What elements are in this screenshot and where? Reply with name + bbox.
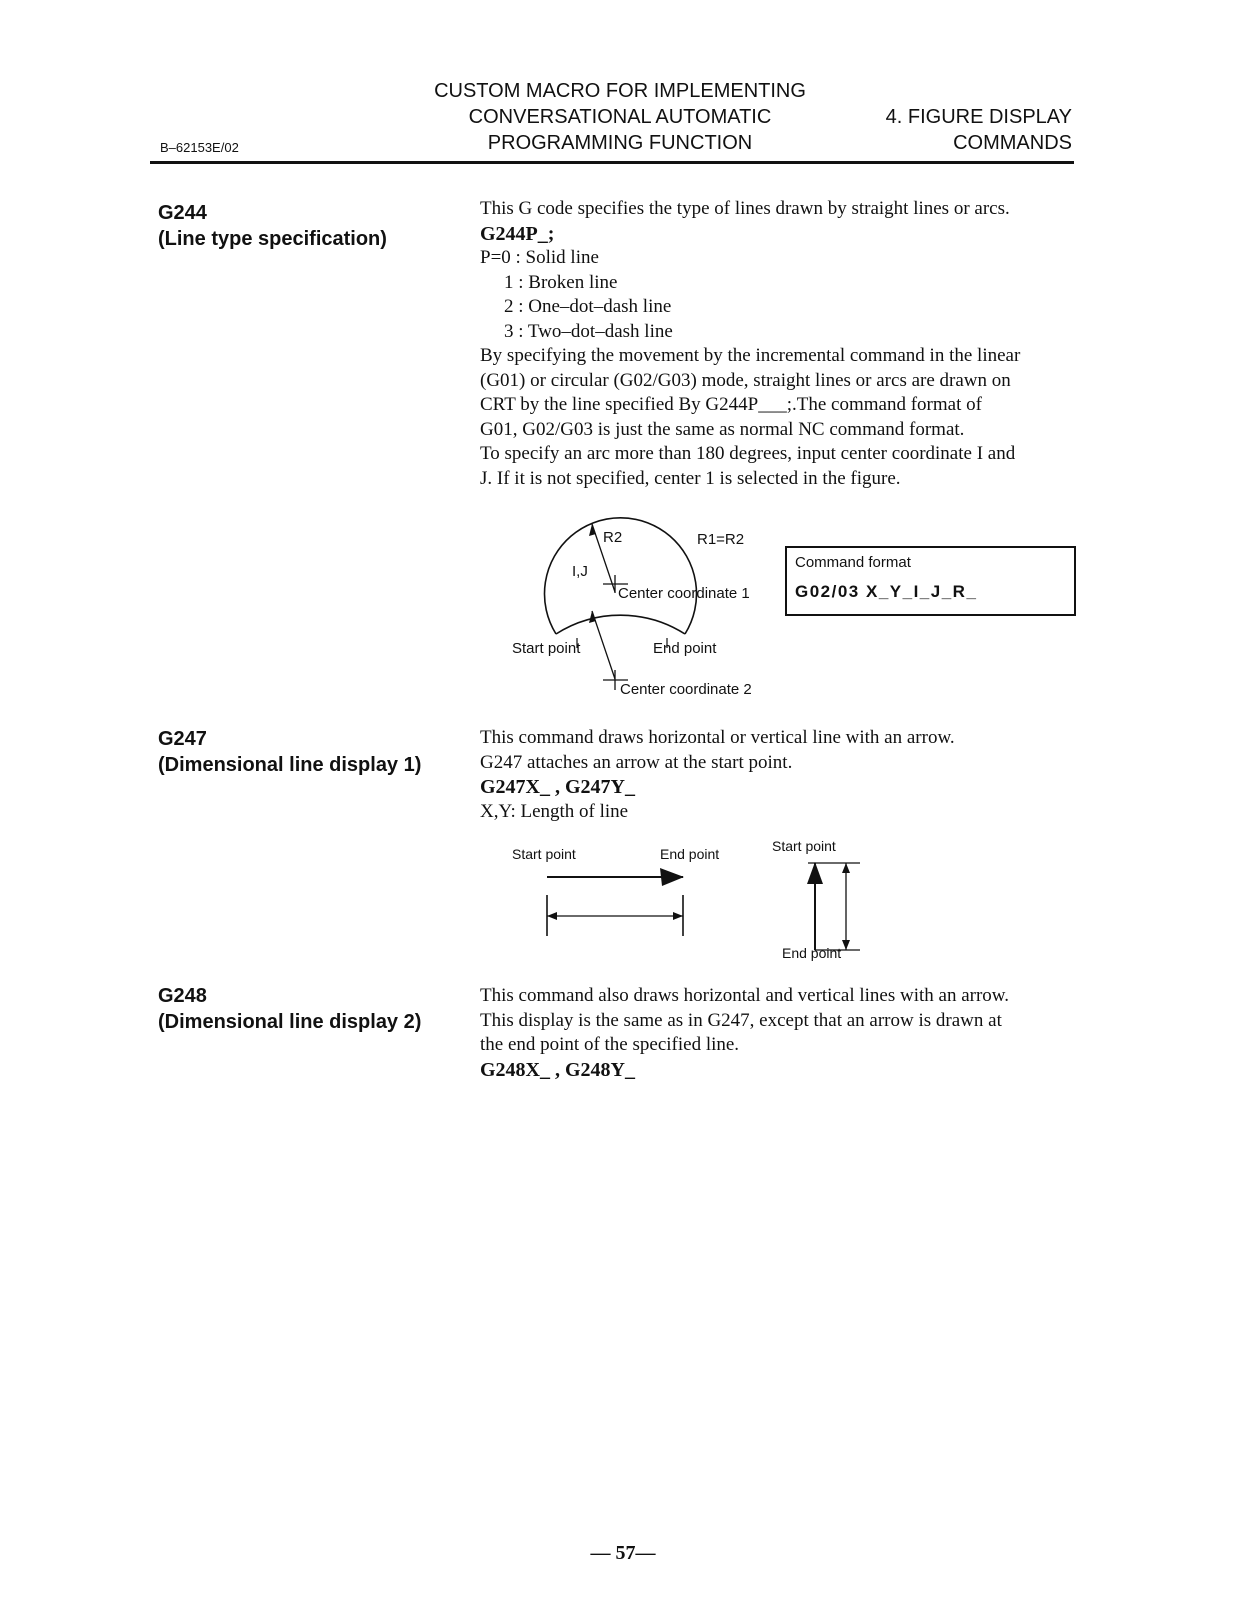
body-line: G01, G02/G03 is just the same as normal NC command format.	[480, 418, 965, 440]
body-line: 1 : Broken line	[504, 271, 618, 293]
command-format-title: Command format	[795, 554, 911, 571]
section-title: (Dimensional line display 2)	[158, 1011, 422, 1033]
label-center-coordinate-1: Center coordinate 1	[618, 585, 750, 602]
v-arrowhead	[807, 862, 823, 884]
radius-arrowhead-1	[589, 524, 596, 536]
label-start-point: Start point	[512, 640, 581, 657]
header-chapter-line: COMMANDS	[953, 132, 1072, 154]
body-line: P=0 : Solid line	[480, 247, 599, 268]
page-number: — 57—	[590, 1542, 656, 1564]
radius-arrowhead-2	[589, 611, 596, 623]
body-line: the end point of the specified line.	[480, 1034, 740, 1055]
v-dim-arrow-top	[842, 863, 850, 873]
label-r1-r2: R1=R2	[697, 531, 745, 548]
section-title: (Dimensional line display 1)	[158, 754, 422, 776]
header-chapter-line: 4. FIGURE DISPLAY	[885, 106, 1072, 128]
body-line: G247 attaches an arrow at the start point.	[480, 751, 793, 773]
label-ij: I,J	[572, 563, 588, 580]
command-format-value: G02/03 X_Y_I_J_R_	[795, 582, 978, 601]
section-body-g248	[480, 984, 1080, 1082]
command-syntax: G244P_;	[480, 222, 555, 245]
body-line: This display is the same as in G247, except that an arrow is drawn at	[480, 1009, 1002, 1031]
h-dim-arrow-right	[673, 912, 683, 920]
body-line: To specify an arc more than 180 degrees, input center coordinate I and	[480, 443, 1016, 464]
header-title-line: CUSTOM MACRO FOR IMPLEMENTING	[434, 80, 806, 102]
document-code: B–62153E/02	[160, 140, 239, 155]
v-dim-arrow-bottom	[842, 940, 850, 950]
section-body-g247	[480, 726, 1080, 824]
body-line: By specifying the movement by the incremental command in the linear	[480, 345, 1021, 366]
body-line: This G code specifies the type of lines drawn by straight lines or arcs.	[480, 198, 1010, 219]
label-v-end-point: End point	[782, 945, 842, 961]
radius-line-2	[592, 611, 615, 679]
header-title-line: PROGRAMMING FUNCTION	[487, 132, 753, 154]
h-dim-arrow-left	[547, 912, 557, 920]
section-code: G244	[158, 202, 207, 224]
command-format-box	[785, 546, 1076, 616]
section-code: G248	[158, 985, 207, 1007]
body-line: (G01) or circular (G02/G03) mode, straight lines or arcs are drawn on	[480, 369, 1011, 391]
label-r2: R2	[603, 529, 623, 546]
label-h-end-point: End point	[660, 846, 720, 862]
label-v-start-point: Start point	[772, 838, 836, 854]
label-end-point: End point	[653, 640, 717, 657]
body-line: This command draws horizontal or vertical line with an arrow.	[480, 727, 955, 748]
section-heading-g248	[158, 983, 421, 1035]
command-syntax: G247X_ , G247Y_	[480, 776, 635, 798]
section-heading-g247	[158, 726, 421, 778]
command-syntax: G248X_ , G248Y_	[480, 1058, 635, 1081]
arc-small	[556, 615, 685, 634]
header-title-line: CONVERSATIONAL AUTOMATIC	[468, 106, 772, 128]
section-title: (Line type specification)	[158, 228, 387, 250]
body-line: 2 : One–dot–dash line	[504, 296, 672, 317]
label-h-start-point: Start point	[512, 846, 576, 862]
body-line: This command also draws horizontal and vertical lines with an arrow.	[480, 985, 1010, 1006]
body-line: J. If it is not specified, center 1 is selected in the figure.	[480, 467, 901, 489]
body-line: 3 : Two–dot–dash line	[504, 320, 673, 342]
section-code: G247	[158, 728, 207, 750]
body-line: X,Y: Length of line	[480, 800, 629, 822]
body-line: CRT by the line specified By G244P___;.The command format of	[480, 394, 982, 415]
label-center-coordinate-2: Center coordinate 2	[620, 681, 752, 698]
h-arrowhead-top	[660, 868, 684, 886]
